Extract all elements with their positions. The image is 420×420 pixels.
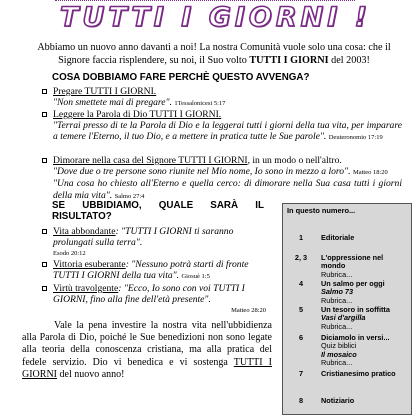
point-head: Pregare TUTTI I GIORNI. xyxy=(53,86,157,97)
item-title: Notiziario xyxy=(321,396,355,405)
item-italic: Salmo 73 xyxy=(321,287,354,297)
point-head-line xyxy=(53,155,402,166)
result-list xyxy=(42,283,266,317)
verse-ref: Giosuè 1:5 xyxy=(181,273,210,281)
point-pray xyxy=(42,86,402,109)
verse-ref: Esodo 20:12 xyxy=(53,250,86,258)
quote-text: "Dove due o tre persone sono riunite nel Mio nome, Io sono in mezzo a loro". xyxy=(53,166,351,178)
item-sub: Quiz biblici xyxy=(321,341,357,351)
closing-text: Vale la pena investire la nostra vita nell'ubbidienza alla Parola di Dio, poiché le Sue benedizioni non sono legate alla teoria della conoscenza cristiana, ma alla pratica del fedele servizio. Dio vi benedica e vi sostenga xyxy=(22,320,272,368)
item-text xyxy=(321,306,409,331)
result-list xyxy=(42,259,266,282)
point-list xyxy=(42,86,402,109)
point-read xyxy=(42,109,402,144)
page-number: 4 xyxy=(298,279,304,288)
result-quote: : "TUTTI I GIORNI ti saranno prolungati sulla terra". xyxy=(53,226,234,249)
item-italic: Vasi d'argilla xyxy=(321,313,366,323)
page-number: 5 xyxy=(298,305,304,314)
item-title: Un salmo per oggi xyxy=(321,279,385,288)
result-list xyxy=(42,226,266,260)
item-title: Diciamolo in versi... xyxy=(321,333,390,342)
item-text xyxy=(321,234,409,242)
verse-ref: 1Tessalonicesi 5:17 xyxy=(174,100,226,108)
item-sub: Rubrica... xyxy=(321,295,353,305)
result-heading: SE UBBIDIAMO, QUALE SARÀ IL RISULTATO? xyxy=(52,200,264,222)
page-number: 1 xyxy=(298,233,304,242)
point-head-tail: , in un modo o nell'altro. xyxy=(247,155,342,166)
checkbox-icon xyxy=(42,286,47,291)
result-victory xyxy=(42,259,266,282)
item-sub: Rubrica... xyxy=(321,321,353,331)
item-sub: Rubrica... xyxy=(321,269,353,279)
checkbox-icon xyxy=(42,262,47,267)
checkbox-icon xyxy=(42,158,47,163)
point-head: Leggere la Parola di Dio TUTTI I GIORNI. xyxy=(53,109,222,120)
point-quote-2 xyxy=(53,178,402,201)
result-virtue xyxy=(42,283,266,317)
quote-text: "Una cosa ho chiesto all'Eterno e quella cerco: di dimorare nella Sua casa tutti i giorni della mia vita". xyxy=(53,178,402,201)
verse-ref: Matteo 18:20 xyxy=(352,169,388,177)
headline: TUTTI I GIORNI ! xyxy=(60,2,371,33)
point-quote xyxy=(53,166,402,178)
quote-text: "Terrai presso di te la Parola di Dio e la leggerai tutti i giorni della tua vita, per imparare a temere l'Eterno, il tuo Dio, e a mettere in pratica tutte le Sue parole". xyxy=(53,120,402,143)
point-head: Dimorare nella casa del Signore TUTTI I GIORNI xyxy=(53,155,248,166)
result-head: Vita abbondante xyxy=(53,226,116,237)
point-list xyxy=(42,155,402,202)
contents-title: In questo numero... xyxy=(287,206,356,215)
verse-ref: Salmo 27:4 xyxy=(114,192,145,200)
question-heading: COSA DOBBIAMO FARE PERCHÈ QUESTO AVVENGA? xyxy=(52,72,310,83)
result-life xyxy=(42,226,266,260)
checkbox-icon xyxy=(42,89,47,94)
contents-box xyxy=(282,203,412,415)
point-quote xyxy=(53,120,402,143)
result-quote: : "Nessuno potrà starti di fronte TUTTI I GIORNI della tua vita". xyxy=(53,259,249,282)
result-head: Virtù travolgente xyxy=(53,283,119,294)
checkbox-icon xyxy=(42,112,47,117)
item-text xyxy=(321,280,409,305)
quote-text: "Non smettete mai di pregare". xyxy=(53,97,172,109)
item-title: L'oppressione nel mondo xyxy=(321,253,384,271)
intro-paragraph xyxy=(22,42,406,67)
closing-paragraph xyxy=(22,320,272,381)
verse-ref: Deuteronomio 17:19 xyxy=(328,134,383,142)
item-text xyxy=(321,397,409,405)
intro-bold: TUTTI I GIORNI xyxy=(249,54,329,66)
checkbox-icon xyxy=(42,229,47,234)
closing-end: del nuovo anno! xyxy=(57,368,125,380)
result-head: Vittoria esuberante xyxy=(53,259,126,270)
page-number: 8 xyxy=(298,396,304,405)
result-quote: : "Ecco, Io sono con voi TUTTI I GIORNI, fino alla fine dell'età presente". xyxy=(53,283,245,306)
page-number: 7 xyxy=(298,369,304,378)
page-number: 6 xyxy=(298,333,304,342)
item-text xyxy=(321,254,409,279)
closing-underlined: TUTTI I GIORNI xyxy=(22,356,272,380)
point-quote xyxy=(53,97,402,109)
item-text xyxy=(321,370,409,378)
verse-ref: Matteo 28:20 xyxy=(231,307,266,315)
item-sub: Rubrica... xyxy=(321,357,353,367)
intro-end: del 2003! xyxy=(328,54,370,66)
point-dwell xyxy=(42,155,402,202)
item-title: Un tesoro in soffitta xyxy=(321,305,390,314)
page-number: 2, 3 xyxy=(294,253,308,262)
item-title: Cristianesimo pratico xyxy=(321,369,396,378)
item-italic: Il mosaico xyxy=(321,349,357,359)
intro-text: Abbiamo un nuovo anno davanti a noi! La nostra Comunità vuole solo una cosa: che il Signore faccia risplendere, su noi, il Suo volto xyxy=(37,42,391,66)
item-text xyxy=(321,334,409,367)
point-list xyxy=(42,109,402,144)
item-title: Editoriale xyxy=(321,233,355,242)
